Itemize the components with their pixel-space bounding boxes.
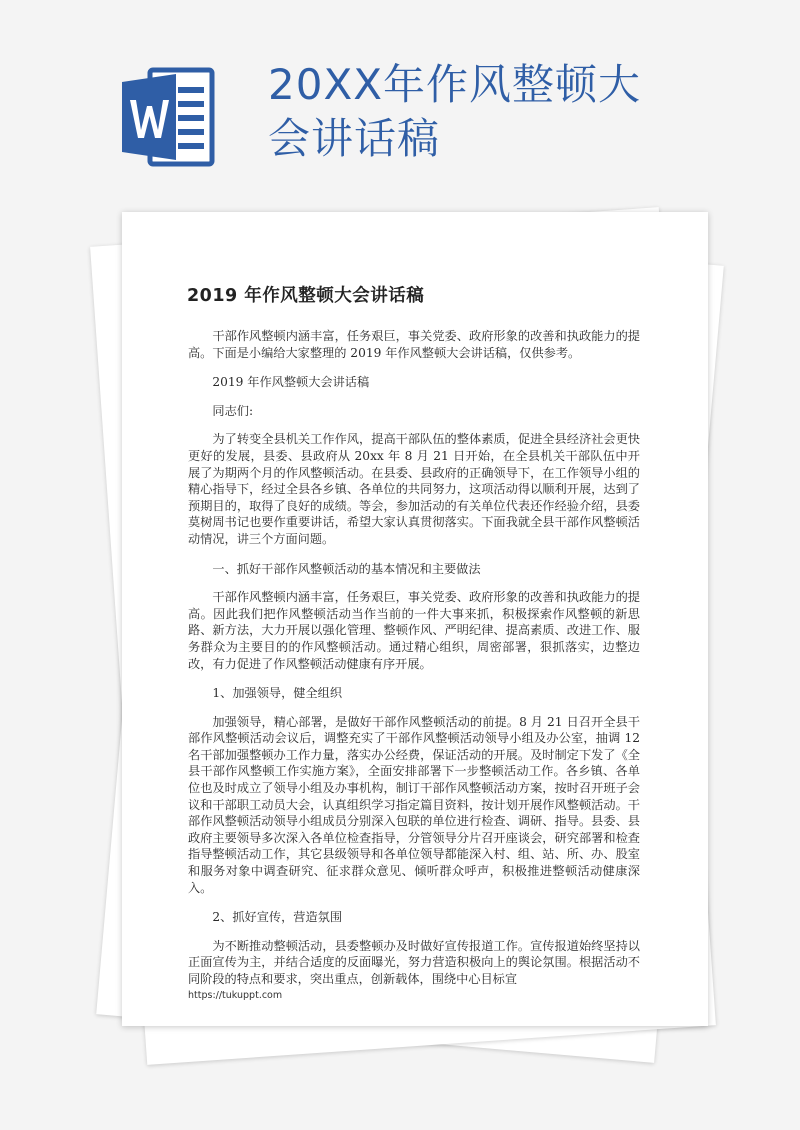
paragraph: 同志们: <box>212 403 254 418</box>
paragraph: 为了转变全县机关工作作风，提高干部队伍的整体素质，促进全县经济社会更快更好的发展，县委、县政府从 20xx 年 8 月 21 日开始，在全县机关干部队伍中开展了为期两个月的作风整顿活动。在县委、县政府的正确领导下，在工作领导小组的精心指导下，经过全县各乡镇、各单位的共同努力，这项活动得以顺利开展，达到了预期目的，取得了良好的成绩。等会，参加活动的有关单位代表还作经验介绍，县委莫树周书记也要作重要讲话，希望大家认真贯彻落实。下面我就全县干部作风整顿活动情况，讲三个方面问题。 <box>188 432 640 546</box>
main-title-line-2: 会讲话稿 <box>268 114 441 163</box>
main-title-line-1: 20XX年作风整顿大 <box>268 60 641 109</box>
document-page <box>122 212 708 1026</box>
footer-url: https://tukuppt.com <box>188 990 283 1001</box>
document-body <box>188 328 640 1001</box>
section-heading: 一、抓好干部作风整顿活动的基本情况和主要做法 <box>212 561 481 576</box>
subsection-heading: 1、加强领导，健全组织 <box>212 686 343 701</box>
document-title: 2019 年作风整顿大会讲话稿 <box>187 286 425 306</box>
word-document-icon <box>120 66 216 168</box>
paragraph: 2019 年作风整顿大会讲话稿 <box>212 375 370 390</box>
title-block <box>268 58 768 166</box>
paragraph: 干部作风整顿内涵丰富，任务艰巨，事关党委、政府形象的改善和执政能力的提高。因此我们把作风整顿活动当作当前的一件大事来抓，积极探索作风整顿的新思路、新方法，大力开展以强化管理、整顿作风、严明纪律、提高素质、改进工作、服务群众为主要目的的作风整顿活动。通过精心组织，周密部署，狠抓落实，边整边改，有力促进了作风整顿活动健康有序开展。 <box>188 590 640 671</box>
subsection-heading: 2、抓好宣传，营造氛围 <box>212 910 343 925</box>
paragraph: 加强领导，精心部署，是做好干部作风整顿活动的前提。8 月 21 日召开全县干部作风整顿活动会议后，调整充实了干部作风整顿活动领导小组及办公室，抽调 12 名干部加强整顿办工作力量，落实办公经费，保证活动的开展。及时制定下发了《全县干部作风整顿工作实施方案》，全面安排部署下一步整顿活动工作。各乡镇、各单位也及时成立了领导小组及办事机构，制订干部作风整顿活动方案，按时召开班子会议和干部职工动员大会，认真组织学习指定篇目资料，按计划开展作风整顿活动。干部作风整顿活动领导小组成员分别深入包联的单位进行检查、调研、指导。县委、县政府主要领导多次深入各单位检查指导，分管领导分片召开座谈会，研究部署和检查指导整顿活动工作，其它县级领导和各单位领导都能深入村、组、站、所、办、股室和服务对象中调查研究、征求群众意见、倾听群众呼声，积极推进整顿活动健康深入。 <box>188 714 640 895</box>
paragraph: 干部作风整顿内涵丰富，任务艰巨，事关党委、政府形象的改善和执政能力的提高。下面是小编给大家整理的 2019 年作风整顿大会讲话稿，仅供参考。 <box>188 329 640 360</box>
paragraph: 为不断推动整顿活动，县委整顿办及时做好宣传报道工作。宣传报道始终坚持以正面宣传为主，并结合适度的反面曝光，努力营造积极向上的舆论氛围。根据活动不同阶段的特点和要求，突出重点，创新载体，围绕中心目标宣 <box>188 938 640 986</box>
header <box>0 0 800 200</box>
